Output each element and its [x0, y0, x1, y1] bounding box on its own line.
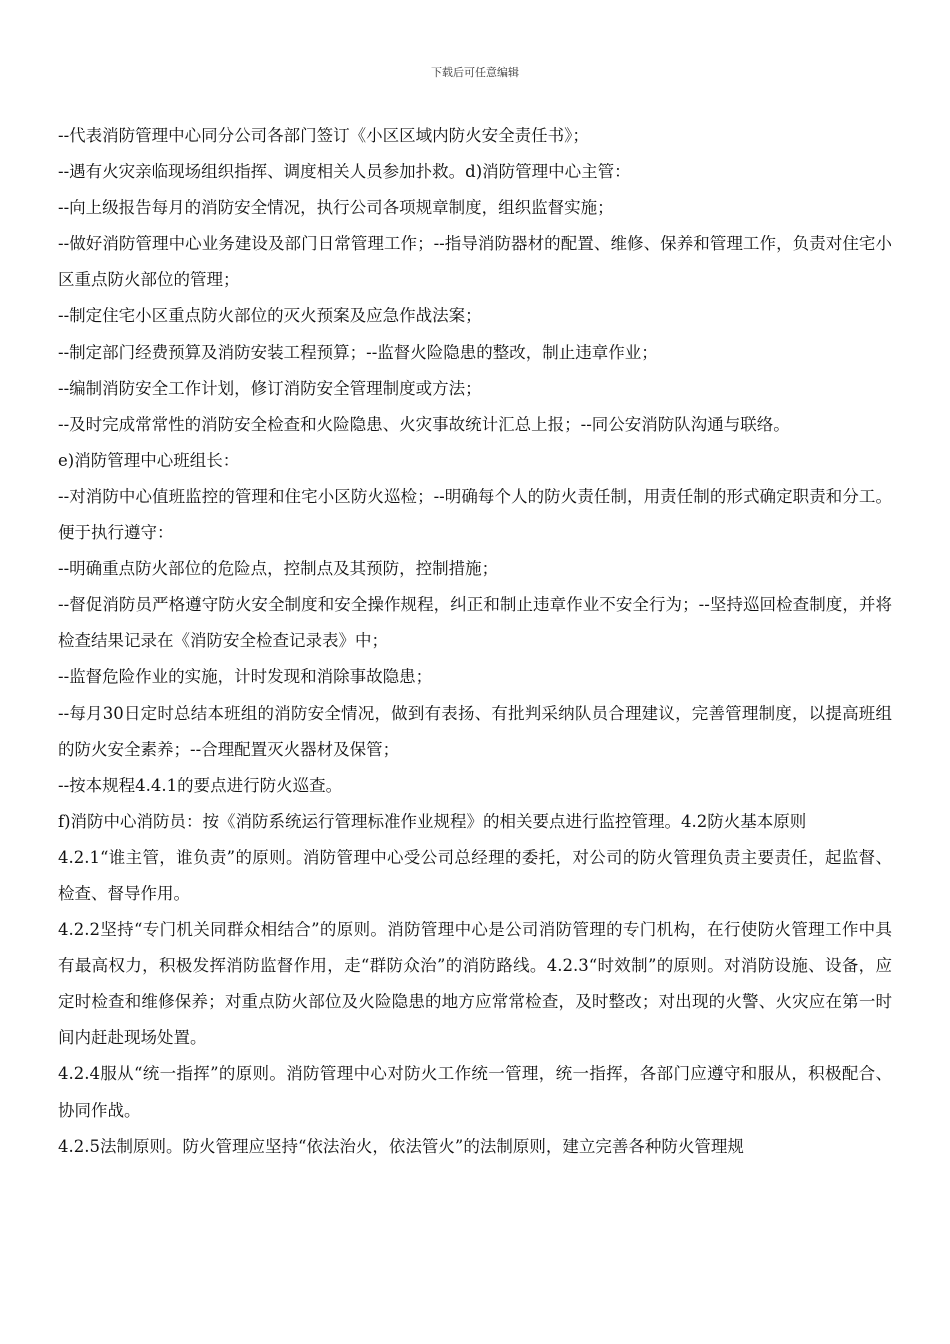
paragraph: --对消防中心值班监控的管理和住宅小区防火巡检；--明确每个人的防火责任制，用责任制的形式确定职责和分工。便于执行遵守： — [58, 486, 892, 543]
paragraph: --制定部门经费预算及消防安装工程预算；--监督火险隐患的整改，制止违章作业； — [58, 342, 658, 362]
paragraph: --向上级报告每月的消防安全情况，执行公司各项规章制度，组织监督实施； — [58, 198, 614, 218]
paragraph: --编制消防安全工作计划，修订消防安全管理制度或方法； — [58, 378, 482, 398]
paragraph: --遇有火灾亲临现场组织指挥、调度相关人员参加扑救。d)消防管理中心主管： — [58, 162, 631, 182]
paragraph: 4.2.4服从“统一指挥”的原则。消防管理中心对防火工作统一管理，统一指挥，各部门应遵守和服从，积极配合、协同作战。 — [58, 1064, 892, 1120]
paragraph: --明确重点防火部位的危险点，控制点及其预防，控制措施； — [58, 559, 499, 579]
paragraph: --督促消防员严格遵守防火安全制度和安全操作规程，纠正和制止违章作业不安全行为；--坚持巡回检查制度，并将检查结果记录在《消防安全检查记录表》中； — [58, 595, 892, 651]
paragraph: --制定住宅小区重点防火部位的灭火预案及应急作战法案； — [58, 306, 482, 326]
paragraph: --及时完成常常性的消防安全检查和火险隐患、火灾事故统计汇总上报；--同公安消防队沟通与联络。 — [58, 414, 790, 434]
paragraph: f)消防中心消防员：按《消防系统运行管理标准作业规程》的相关要点进行监控管理。4.2防火基本原则 — [58, 811, 807, 831]
paragraph: 4.2.1“谁主管，谁负责”的原则。消防管理中心受公司总经理的委托，对公司的防火管理负责主要责任，起监督、检查、督导作用。 — [58, 847, 892, 903]
paragraph: --按本规程4.4.1的要点进行防火巡查。 — [58, 775, 343, 795]
paragraph: 4.2.5法制原则。防火管理应坚持“依法治火，依法管火”的法制原则，建立完善各种防火管理规 — [58, 1136, 744, 1156]
paragraph: 4.2.2坚持“专门机关同群众相结合”的原则。消防管理中心是公司消防管理的专门机构，在行使防火管理工作中具有最高权力，积极发挥消防监督作用，走“群防众治”的消防路线。4.2.3“时效制”的原则。对消防设施、设备，应定时检查和维修保养；对重点防火部位及火险隐患的地方应常常检查，及时整改；对出现的火警、火灾应在第一时间内赶赴现场处置。 — [58, 920, 892, 1048]
paragraph: --监督危险作业的实施，计时发现和消除事故隐患； — [58, 667, 433, 687]
document-body — [58, 118, 892, 1165]
paragraph: e)消防管理中心班组长： — [58, 450, 240, 470]
paragraph: --做好消防管理中心业务建设及部门日常管理工作；--指导消防器材的配置、维修、保养和管理工作，负责对住宅小区重点防火部位的管理； — [58, 234, 892, 290]
paragraph: --每月30日定时总结本班组的消防安全情况，做到有表扬、有批判采纳队员合理建议，完善管理制度，以提高班组的防火安全素养；--合理配置灭火器材及保管； — [58, 703, 892, 759]
page-header: 下载后可任意编辑 — [431, 66, 519, 79]
paragraph: --代表消防管理中心同分公司各部门签订《小区区域内防火安全责任书》； — [58, 126, 589, 145]
